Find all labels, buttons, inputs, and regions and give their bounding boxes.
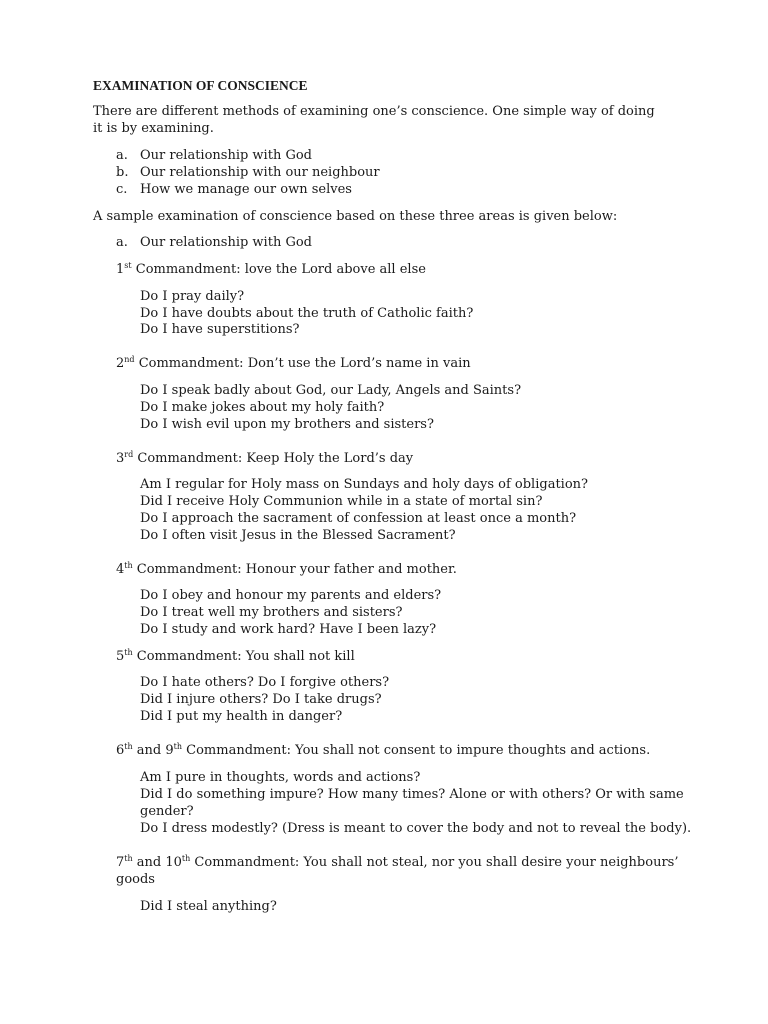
question: Do I have superstitions? xyxy=(140,322,300,337)
ordinal-suffix: th xyxy=(181,854,191,863)
commandment-text: Commandment: You shall not steal, nor you shall desire your neighbours’ xyxy=(190,855,679,870)
area-label: Our relationship with our neighbour xyxy=(140,165,380,180)
question: Do I have doubts about the truth of Catholic faith? xyxy=(140,306,474,321)
sample-intro: A sample examination of conscience based on these three areas is given below: xyxy=(93,209,618,224)
question: Do I study and work hard? Have I been lazy? xyxy=(140,622,437,637)
question: Do I hate others? Do I forgive others? xyxy=(140,675,390,690)
page-title: EXAMINATION OF CONSCIENCE xyxy=(93,78,308,93)
question: Did I injure others? Do I take drugs? xyxy=(140,692,382,707)
question: Did I receive Holy Communion while in a state of mortal sin? xyxy=(140,494,543,509)
question: Did I do something impure? How many times? Alone or with others? Or with same xyxy=(140,787,684,802)
question: Do I often visit Jesus in the Blessed Sacrament? xyxy=(140,528,456,543)
question: Did I put my health in danger? xyxy=(140,709,343,724)
commandment-number: 4 xyxy=(116,562,125,577)
commandment-7-10-heading xyxy=(116,854,678,871)
area-label: Our relationship with God xyxy=(140,148,312,163)
question: Do I approach the sacrament of confession at least once a month? xyxy=(140,511,577,526)
commandment-text: Commandment: Keep Holy the Lord’s day xyxy=(133,451,414,466)
list-marker: c. xyxy=(116,182,128,197)
commandment-text: Commandment: You shall not kill xyxy=(132,649,355,664)
question: Am I pure in thoughts, words and actions? xyxy=(140,770,421,785)
commandment-4-heading xyxy=(116,561,457,578)
ordinal-suffix: st xyxy=(124,261,132,270)
list-marker: a. xyxy=(116,148,128,163)
area-label: How we manage our own selves xyxy=(140,182,352,197)
commandment-number: 2 xyxy=(116,356,125,371)
question: Do I speak badly about God, our Lady, Angels and Saints? xyxy=(140,383,522,398)
area-item-b xyxy=(116,164,380,181)
ordinal-suffix: th xyxy=(124,854,133,863)
commandment-2-heading xyxy=(116,355,471,372)
commandment-number-secondary: and 9 xyxy=(132,743,174,758)
commandment-text: Commandment: Honour your father and mother. xyxy=(132,562,457,577)
area-item-c xyxy=(116,181,352,198)
commandment-3-heading xyxy=(116,450,413,467)
ordinal-suffix: nd xyxy=(124,355,135,364)
intro-line-2: it is by examining. xyxy=(93,121,214,136)
ordinal-suffix: th xyxy=(173,742,183,751)
section-label: Our relationship with God xyxy=(140,235,312,250)
ordinal-suffix: th xyxy=(124,648,133,657)
question: Do I pray daily? xyxy=(140,289,245,304)
commandment-number: 5 xyxy=(116,649,125,664)
question: Am I regular for Holy mass on Sundays and holy days of obligation? xyxy=(140,477,588,492)
ordinal-suffix: th xyxy=(124,561,133,570)
commandment-7-10-heading-continued: goods xyxy=(116,872,155,887)
commandment-number: 7 xyxy=(116,855,125,870)
commandment-number: 6 xyxy=(116,743,125,758)
commandment-number: 3 xyxy=(116,451,125,466)
ordinal-suffix: th xyxy=(124,742,133,751)
commandment-text: Commandment: You shall not consent to impure thoughts and actions. xyxy=(182,743,651,758)
intro-line-1: There are different methods of examining one’s conscience. One simple way of doing xyxy=(93,104,655,119)
question: Do I wish evil upon my brothers and sisters? xyxy=(140,417,434,432)
list-marker: b. xyxy=(116,165,129,180)
question: Do I make jokes about my holy faith? xyxy=(140,400,385,415)
commandment-1-heading xyxy=(116,261,426,278)
ordinal-suffix: rd xyxy=(124,450,134,459)
commandment-number: 1 xyxy=(116,262,125,277)
list-marker: a. xyxy=(116,235,128,250)
commandment-6-9-heading xyxy=(116,742,650,759)
commandment-number-secondary: and 10 xyxy=(132,855,182,870)
commandment-5-heading xyxy=(116,648,355,665)
question: Do I treat well my brothers and sisters? xyxy=(140,605,403,620)
question: Do I dress modestly? (Dress is meant to cover the body and not to reveal the body). xyxy=(140,821,692,836)
commandment-text: Commandment: love the Lord above all else xyxy=(131,262,426,277)
section-heading-a xyxy=(116,234,312,251)
question: Do I obey and honour my parents and elders? xyxy=(140,588,442,603)
area-item-a xyxy=(116,147,312,164)
question: Did I steal anything? xyxy=(140,899,277,914)
commandment-text: Commandment: Don’t use the Lord’s name in vain xyxy=(134,356,471,371)
question: gender? xyxy=(140,804,194,819)
